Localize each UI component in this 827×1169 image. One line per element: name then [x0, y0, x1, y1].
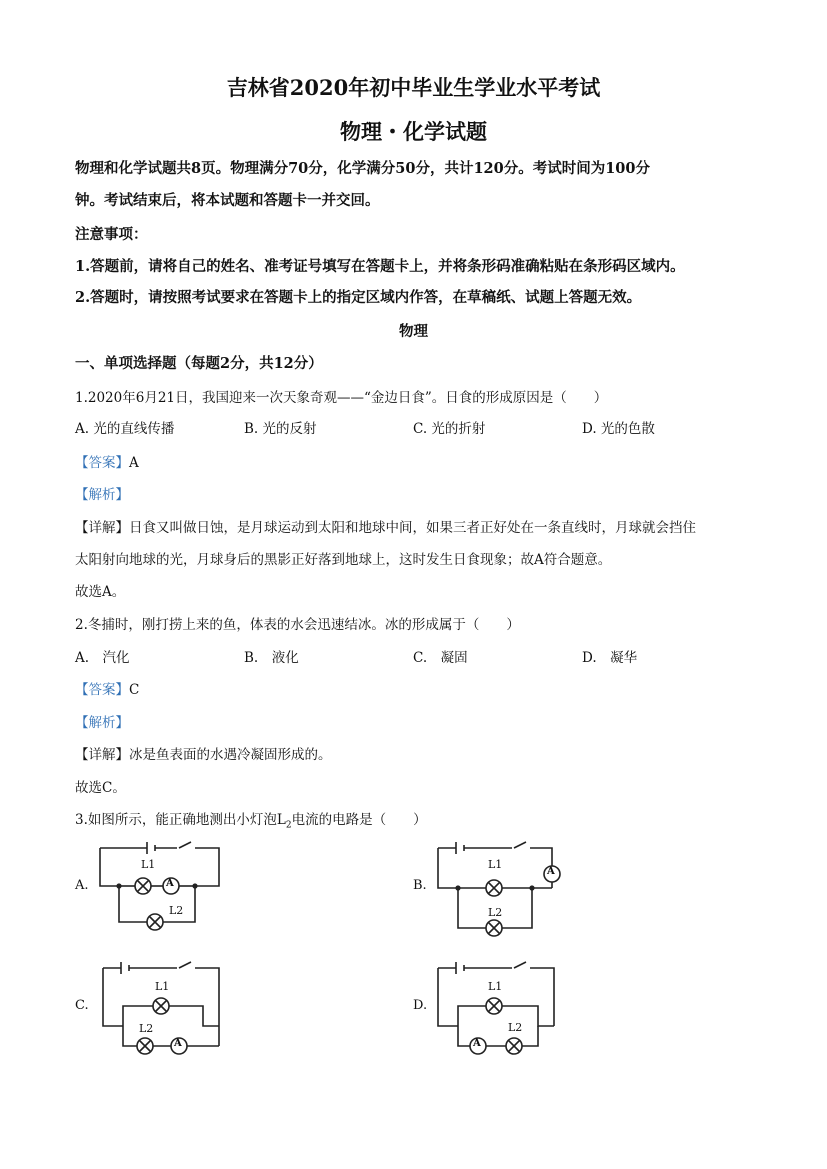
q2-option-d: D. 凝华 — [582, 650, 638, 666]
q2-option-b: B. 液化 — [244, 650, 299, 666]
q2-analysis-tag: 【解析】 — [75, 715, 129, 731]
q2-option-a: A. 汽化 — [75, 650, 130, 666]
q1-detail-line-2: 太阳射向地球的光，月球身后的黑影正好落到地球上，这时发生日食现象；故A符合题意。 — [75, 552, 612, 568]
q1-option-d: D. 光的色散 — [582, 421, 655, 437]
q1-analysis-tag: 【解析】 — [75, 487, 129, 503]
circuit-b-diagram — [430, 838, 570, 942]
circuit-a-l1-label: L1 — [141, 858, 156, 871]
q3-stem — [75, 808, 427, 831]
circuit-d-diagram — [430, 958, 570, 1062]
q1-stem: 1.2020年6月21日，我国迎来一次天象奇观——“金边日食”。日食的形成原因是（ ） — [75, 390, 608, 406]
q3-option-a-label: A. — [75, 878, 89, 893]
q1-answer-row — [75, 451, 139, 471]
part1-heading: 一、单项选择题（每题2分，共12分） — [75, 355, 323, 372]
q3-stem-subscript: 2 — [285, 820, 292, 831]
intro-line-1: 物理和化学试题共8页。物理满分70分，化学满分50分，共计120分。考试时间为100分 — [75, 160, 650, 177]
circuit-c-l2-label: L2 — [139, 1022, 154, 1035]
q2-stem: 2.冬捕时，刚打捞上来的鱼，体表的水会迅速结冰。冰的形成属于（ ） — [75, 617, 520, 633]
section-physics: 物理 — [399, 323, 428, 340]
q2-answer-tag: 【答案】 — [75, 682, 129, 698]
q2-detail-line-1: 【详解】冰是鱼表面的水遇冷凝固形成的。 — [75, 747, 332, 763]
q1-detail-line-1: 【详解】日食又叫做日蚀，是月球运动到太阳和地球中间，如果三者正好处在一条直线时，月球就会挡住 — [75, 520, 696, 536]
q2-answer: C — [129, 682, 140, 698]
q2-option-c: C. 凝固 — [413, 650, 468, 666]
exam-title: 吉林省2020年初中毕业生学业水平考试 — [226, 75, 601, 100]
circuit-d-l2-label: L2 — [508, 1021, 523, 1034]
q1-answer: A — [129, 455, 139, 471]
q2-answer-row — [75, 678, 139, 698]
notice-item-2: 2.答题时，请按照考试要求在答题卡上的指定区域内作答，在草稿纸、试题上答题无效。 — [75, 289, 642, 306]
notice-heading: 注意事项： — [75, 226, 148, 243]
circuit-c-diagram — [95, 958, 235, 1062]
q1-option-b: B. 光的反射 — [244, 421, 317, 437]
q3-stem-suffix: 电流的电路是（ ） — [291, 812, 427, 828]
q1-answer-tag: 【答案】 — [75, 455, 129, 471]
intro-line-2: 钟。考试结束后，将本试题和答题卡一并交回。 — [75, 192, 380, 209]
circuit-b-l1-label: L1 — [488, 858, 503, 871]
circuit-d-ammeter-label: A — [473, 1038, 481, 1049]
exam-subtitle: 物理・化学试题 — [340, 119, 487, 144]
notice-item-1: 1.答题前，请将自己的姓名、准考证号填写在答题卡上，并将条形码准确粘贴在条形码区域内。 — [75, 258, 685, 275]
circuit-c-l1-label: L1 — [155, 980, 170, 993]
q3-option-c-label: C. — [75, 998, 89, 1013]
q1-option-c: C. 光的折射 — [413, 421, 486, 437]
circuit-b-l2-label: L2 — [488, 906, 503, 919]
circuit-d-l1-label: L1 — [488, 980, 503, 993]
circuit-c-ammeter-label: A — [174, 1038, 182, 1049]
circuit-b-ammeter-label: A — [547, 866, 555, 877]
q1-option-a: A. 光的直线传播 — [75, 421, 175, 437]
circuit-a-l2-label: L2 — [169, 904, 184, 917]
q2-conclusion: 故选C。 — [75, 780, 126, 796]
q3-stem-prefix: 3.如图所示，能正确地测出小灯泡L — [75, 812, 286, 828]
q3-option-b-label: B. — [413, 878, 427, 893]
circuit-a-ammeter-label: A — [166, 878, 174, 889]
q3-option-d-label: D. — [413, 998, 428, 1013]
q1-conclusion: 故选A。 — [75, 584, 126, 600]
circuit-a-diagram — [95, 838, 225, 942]
